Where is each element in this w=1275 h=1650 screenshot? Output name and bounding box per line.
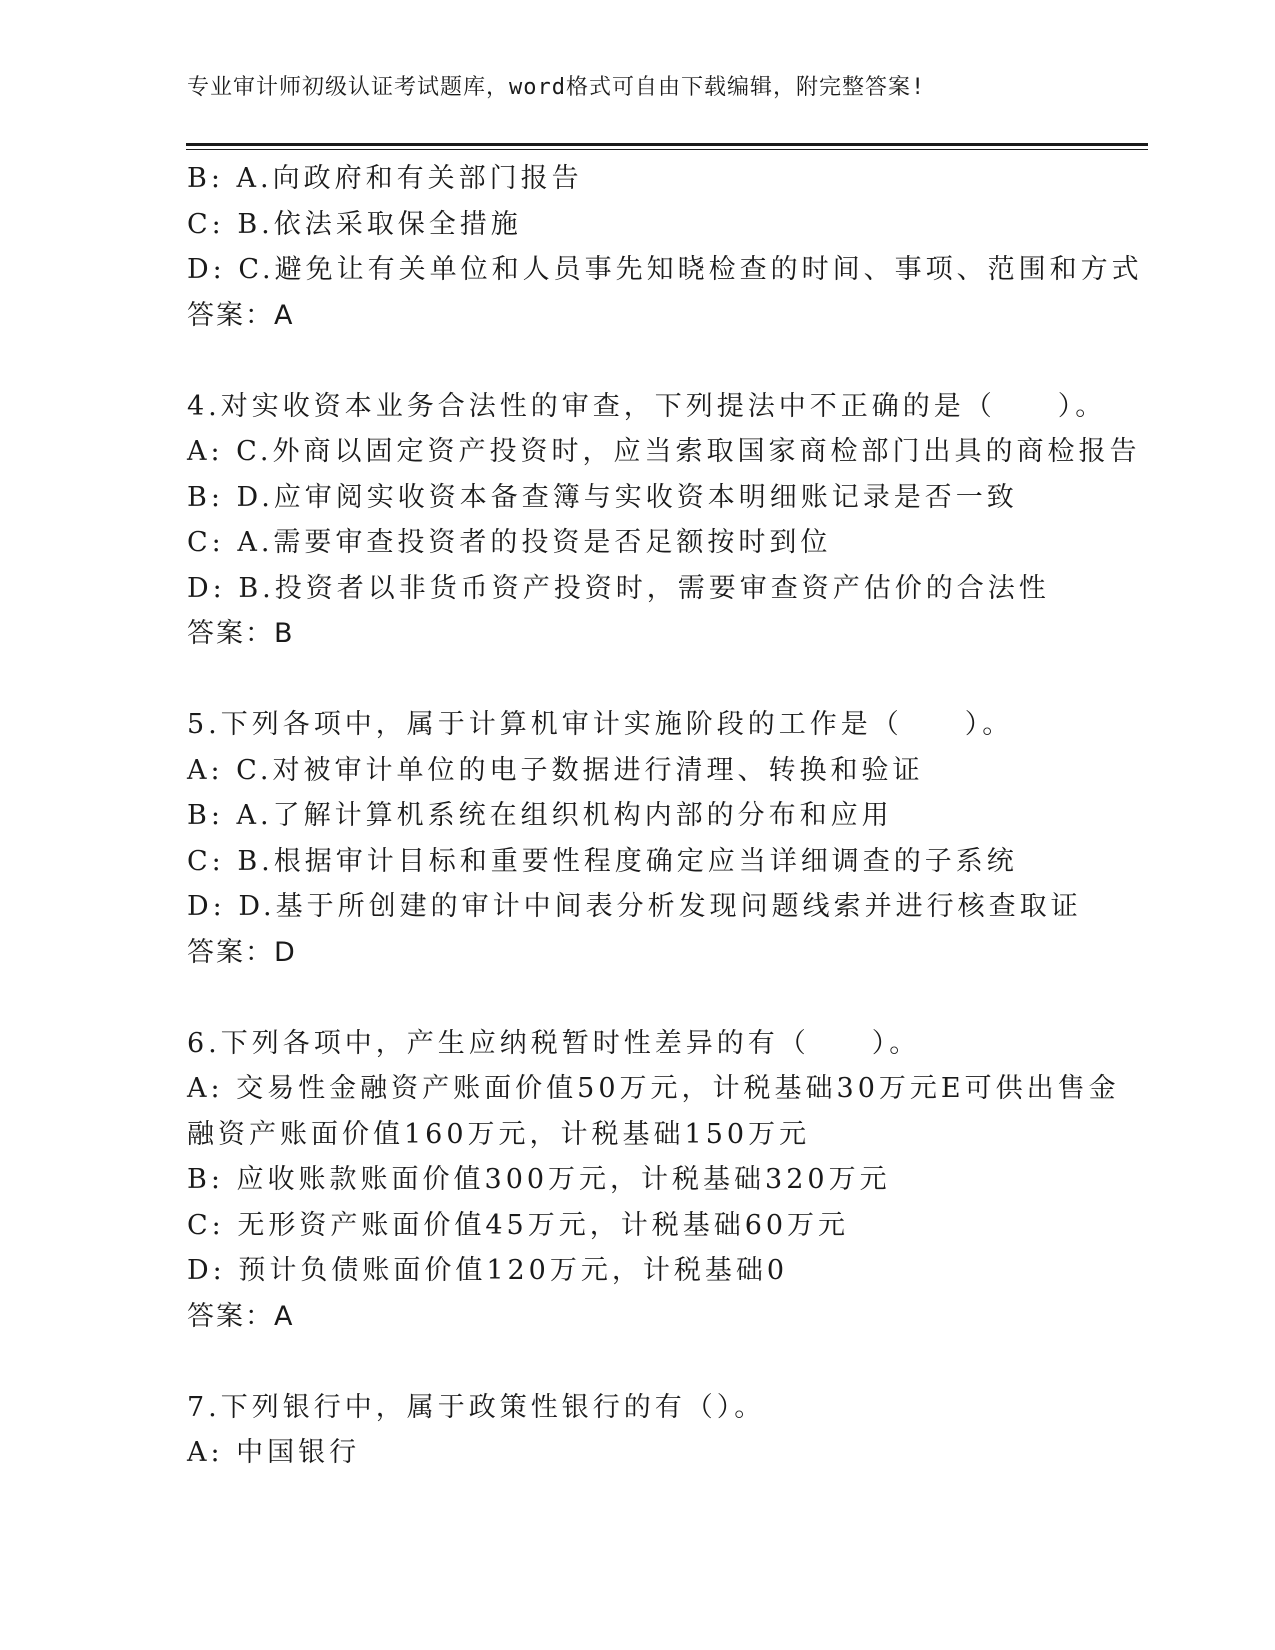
text-line: A: 交易性金融资产账面价值50万元，计税基础30万元E可供出售金 (187, 1073, 1120, 1104)
page-header: 专业审计师初级认证考试题库，word格式可自由下载编辑，附完整答案! (187, 75, 926, 100)
text-line: B: D.应审阅实收资本备查簿与实收资本明细账记录是否一致 (187, 481, 1018, 513)
text-line: D: B.投资者以非货币资产投资时，需要审查资产估价的合法性 (187, 572, 1050, 604)
text-line: 4.对实收资本业务合法性的审查，下列提法中不正确的是（ ）。 (187, 390, 1107, 422)
text-line: C: B.根据审计目标和重要性程度确定应当详细调查的子系统 (187, 845, 1018, 877)
text-line: 7.下列银行中，属于政策性银行的有（）。 (187, 1391, 766, 1423)
answer-line: 答案：B (187, 618, 295, 649)
text-line: B: A.向政府和有关部门报告 (187, 163, 583, 194)
text-line: D: C.避免让有关单位和人员事先知晓检查的时间、事项、范围和方式 (187, 254, 1143, 285)
blank-line (187, 338, 1087, 384)
text-line: C: B.依法采取保全措施 (187, 208, 522, 240)
text-line: 融资产账面价值160万元，计税基础150万元 (187, 1118, 811, 1150)
question-body (187, 156, 1143, 1476)
text-line: C: A.需要审查投资者的投资是否足额按时到位 (187, 527, 832, 558)
answer-line: 答案：A (187, 299, 295, 331)
text-line: B: 应收账款账面价值300万元，计税基础320万元 (187, 1164, 891, 1195)
blank-line (187, 975, 1087, 1021)
text-line: 6.下列各项中，产生应纳税暂时性差异的有（ ）。 (187, 1027, 921, 1059)
text-line: A: C.对被审计单位的电子数据进行清理、转换和验证 (187, 754, 924, 786)
header-divider-thick (186, 143, 1148, 146)
blank-line (187, 1339, 1087, 1385)
text-line: A: C.外商以固定资产投资时，应当索取国家商检部门出具的商检报告 (187, 436, 1141, 467)
text-line: D: D.基于所创建的审计中间表分析发现问题线索并进行核查取证 (187, 891, 1082, 922)
text-line: A: 中国银行 (187, 1437, 361, 1468)
blank-line (187, 657, 1087, 703)
text-line: B: A.了解计算机系统在组织机构内部的分布和应用 (187, 800, 893, 831)
header-divider-thin (186, 149, 1148, 150)
text-line: D: 预计负债账面价值120万元，计税基础0 (187, 1255, 789, 1286)
answer-line: 答案：D (187, 936, 297, 968)
answer-line: 答案：A (187, 1300, 295, 1332)
text-line: 5.下列各项中，属于计算机审计实施阶段的工作是（ ）。 (187, 709, 1014, 740)
text-line: C: 无形资产账面价值45万元，计税基础60万元 (187, 1209, 850, 1241)
